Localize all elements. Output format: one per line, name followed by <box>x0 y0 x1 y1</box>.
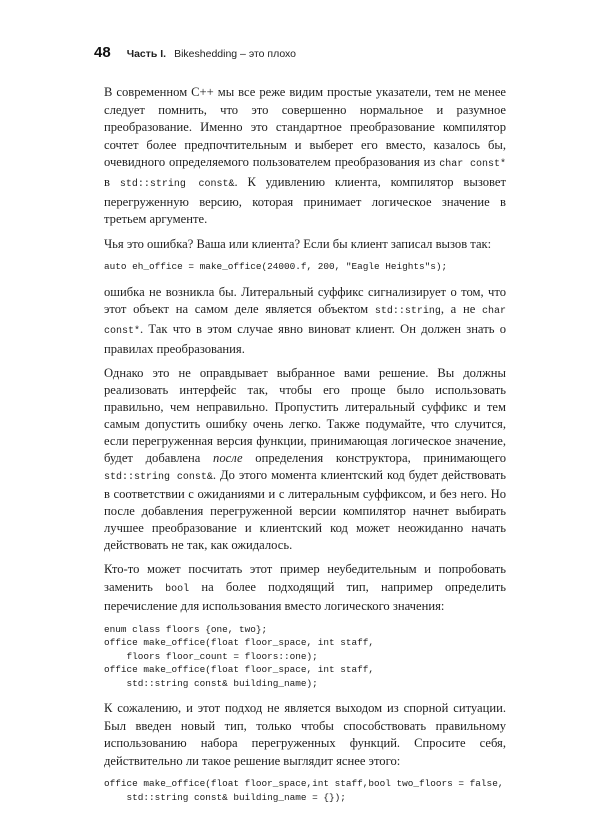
page-body <box>104 84 506 814</box>
inline-code: char const* <box>104 306 506 337</box>
inline-code: std::string <box>374 306 441 318</box>
text-run: на более подходящий тип, например определить перечисление для использования вместо логического значения: <box>104 579 507 614</box>
page-number: 48 <box>94 44 111 61</box>
paragraph-5 <box>104 561 506 616</box>
text-run: В современном C++ мы все реже видим простые указатели, тем не менее следует помнить, что это совершенно нормальное и разумное преобразование. Именно это стандартное преобразование компилятор сочтет более предпочтительным и выберет его вместо, казалось бы, очевидного определяемого пользователем преобразования из <box>104 85 506 170</box>
paragraph-6: К сожалению, и этот подход не является выходом из спорной ситуации. Был введен новый тип, только чтобы способствовать правильному использованию набора перегруженных функций. Спросите себя, действительно ли такое решение выглядит яснее этого: <box>104 700 506 768</box>
code-block-2 <box>104 623 506 690</box>
inline-code: std::string const& <box>119 178 235 190</box>
code-line: auto eh_office = make_office(24000.f, 200, "Eagle Heights"s); <box>104 261 448 273</box>
code-line: office make_office(float floor_space, int staff, <box>104 637 375 649</box>
text-run: определения конструктора, принимающего <box>242 451 506 466</box>
paragraph-1 <box>104 84 506 229</box>
text-run: в <box>104 174 120 189</box>
code-line: enum class floors {one, two}; <box>104 623 268 635</box>
text-run: Однако это не оправдывает выбранное вами решение. Вы должны реализовать интерфейс так, чтобы его проще было использовать правильно, чем неправильно. Пропустить литеральный суффикс и тем самым допустить ошибку очень легко. Также подумайте, что случится, если перегруженная версия функции, принимающая логическое значение, будет добавлена <box>104 366 506 466</box>
running-header <box>94 44 296 66</box>
text-run: . Так что в этом случае явно виноват клиент. Он должен знать о правилах преобразования. <box>104 321 506 356</box>
code-block-1 <box>104 260 506 273</box>
text-run: Кто-то может посчитать этот пример неубедительным и попробовать заменить <box>104 562 506 594</box>
paragraph-4 <box>104 365 506 554</box>
inline-code: bool <box>165 583 190 595</box>
text-run: . К удивлению клиента, компилятор вызовет перегруженную версию, которая принимает логическое значение в третьем аргументе. <box>104 174 506 227</box>
part-label: Часть I. <box>126 48 167 60</box>
code-line: std::string const& building_name = {}); <box>104 791 346 803</box>
paragraph-2: Чья это ошибка? Ваша или клиента? Если бы клиент записал вызов так: <box>104 236 492 251</box>
text-run: , а не <box>440 302 482 317</box>
text-run: ошибка не возникла бы. Литеральный суффикс сигнализирует о том, что этот объект на самом деле является объектом <box>104 284 506 317</box>
code-line: std::string const& building_name); <box>104 677 318 689</box>
emphasis: после <box>213 451 243 466</box>
text-run: . До этого момента клиентский код будет действовать в соответствии с ожиданиями и с литеральным суффиксом, и без него. Но после добавления перегруженной версии компилятор начнет выбирать лучшее преобразование и клиентский код может неожиданно начать действовать не так, как ожидалось. <box>104 468 506 553</box>
chapter-title: Bikeshedding – это плохо <box>174 48 297 60</box>
inline-code: char const* <box>439 159 506 171</box>
code-line: floors floor_count = floors::one); <box>104 650 318 662</box>
code-line: office make_office(float floor_space,int staff,bool two_floors = false, <box>104 778 504 790</box>
paragraph-3 <box>104 284 506 358</box>
code-line: office make_office(float floor_space, int staff, <box>104 664 375 676</box>
inline-code: std::string const& <box>104 472 213 484</box>
code-block-3 <box>104 777 506 804</box>
